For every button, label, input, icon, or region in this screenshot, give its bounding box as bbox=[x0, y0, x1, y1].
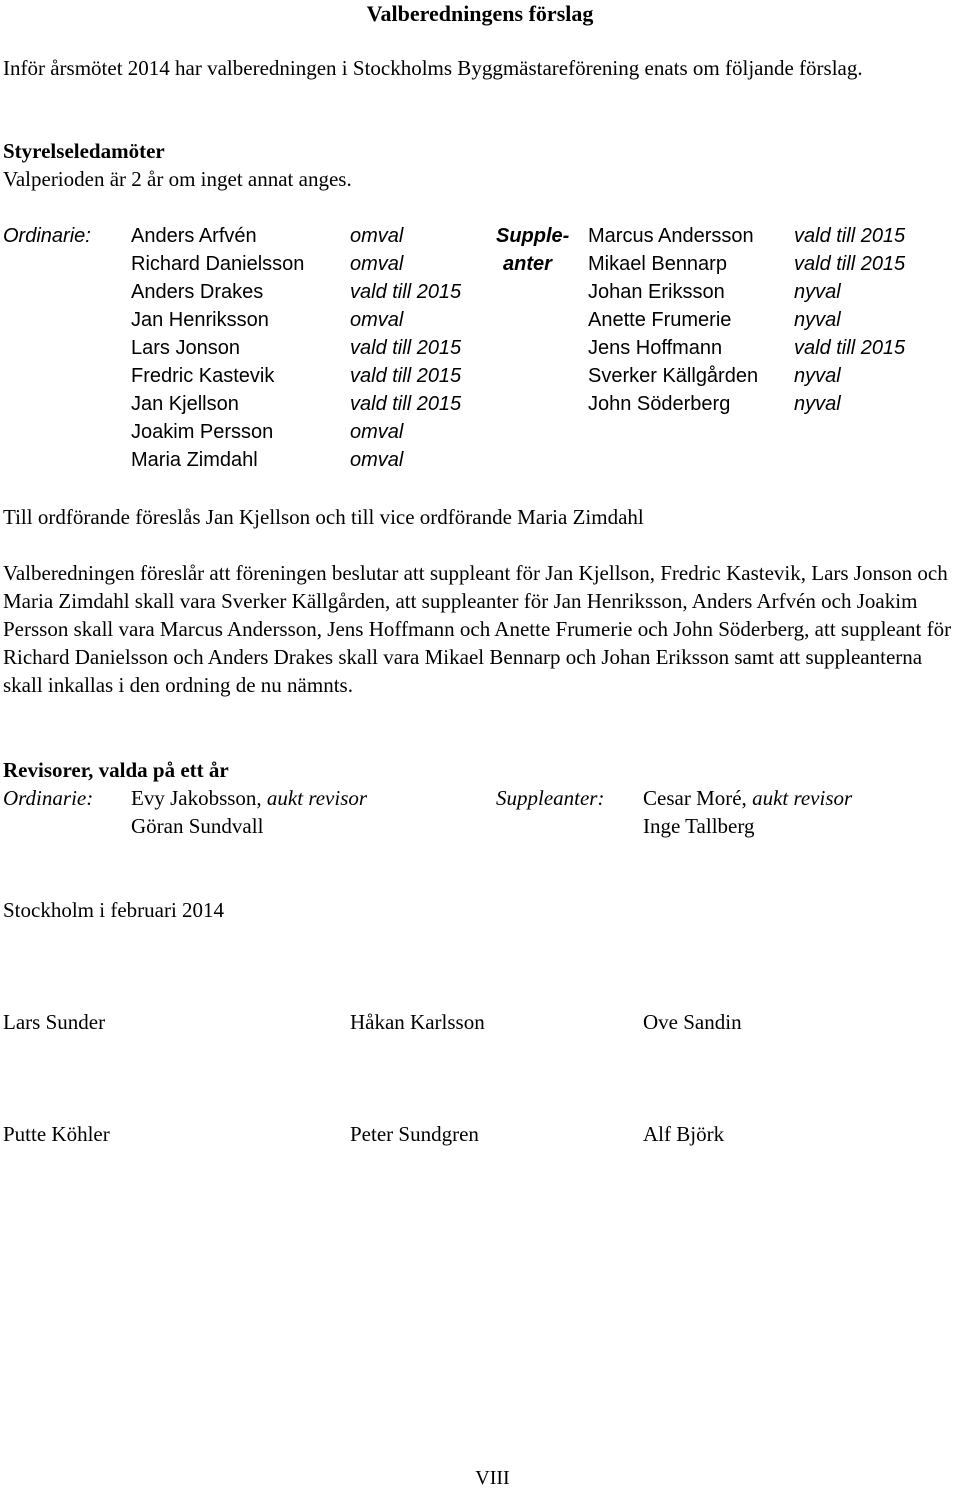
auditor-deputy-2: Inge Tallberg bbox=[643, 814, 755, 838]
deputy-label-line2: anter bbox=[503, 253, 552, 275]
deputy-member-name: Sverker Källgården bbox=[588, 365, 759, 387]
deputy-member-status: nyval bbox=[794, 309, 841, 331]
auditor-name: Evy Jakobsson, bbox=[131, 786, 262, 810]
auditor-role: aukt revisor bbox=[752, 786, 853, 810]
ordinary-member-name: Jan Kjellson bbox=[131, 393, 239, 415]
auditors-deputy-label: Suppleanter: bbox=[496, 786, 605, 810]
page-title: Valberedningens förslag bbox=[366, 1, 594, 26]
proposal-paragraph: Valberedningen föreslår att föreningen beslutar att suppleant för Jan Kjellson, Fredric Kastevik, Lars Jonson och Maria Zimdahl skall vara Sverker Källgården, att suppleanter för Jan Henriksson, Anders Arfvén och Joakim Persson skall vara Marcus Andersson, Jens Hoffmann och Anette Frumerie och John Söderberg, att suppleant för Richard Danielsson och Anders Drakes skall vara Mikael Bennarp och Johan Eriksson samt att suppleanterna skall inkallas i den ordning de nu nämnts. bbox=[3, 561, 952, 697]
signature-name: Peter Sundgren bbox=[350, 1122, 479, 1146]
deputy-member-status: nyval bbox=[794, 281, 841, 303]
deputy-member-name: Mikael Bennarp bbox=[588, 253, 727, 275]
auditor-name: Cesar Moré, bbox=[643, 786, 747, 810]
ordinary-member-status: vald till 2015 bbox=[350, 281, 462, 303]
ordinary-member-status: omval bbox=[350, 449, 404, 471]
ordinary-member-status: omval bbox=[350, 225, 404, 247]
auditor-role: aukt revisor bbox=[266, 786, 368, 810]
ordinary-member-name: Anders Arfvén bbox=[131, 225, 257, 247]
signature-name: Lars Sunder bbox=[3, 1010, 106, 1034]
deputy-member-name: Jens Hoffmann bbox=[588, 337, 723, 359]
deputy-label-line1: Supple- bbox=[496, 225, 570, 247]
deputy-member-name: Marcus Andersson bbox=[588, 225, 754, 247]
auditor-ordinary-1 bbox=[131, 784, 367, 812]
ordinary-label: Ordinarie: bbox=[3, 225, 91, 247]
signature-name: Håkan Karlsson bbox=[350, 1010, 485, 1034]
chair-proposal-text: Till ordförande föreslås Jan Kjellson och till vice ordförande Maria Zimdahl bbox=[3, 505, 644, 529]
ordinary-member-name: Maria Zimdahl bbox=[131, 449, 258, 471]
ordinary-member-status: omval bbox=[350, 253, 404, 275]
ordinary-member-status: vald till 2015 bbox=[350, 365, 462, 387]
ordinary-member-status: vald till 2015 bbox=[350, 337, 462, 359]
ordinary-member-name: Lars Jonson bbox=[131, 337, 240, 359]
signature-name: Alf Björk bbox=[643, 1122, 725, 1146]
signature-name: Putte Köhler bbox=[3, 1122, 110, 1146]
ordinary-member-name: Richard Danielsson bbox=[131, 253, 305, 275]
deputy-member-name: Anette Frumerie bbox=[588, 309, 732, 331]
intro-paragraph: Inför årsmötet 2014 har valberedningen i Stockholms Byggmästareförening enats om följande förslag. bbox=[3, 56, 863, 80]
deputy-member-status: nyval bbox=[794, 393, 841, 415]
page-number: VIII bbox=[475, 1467, 510, 1489]
deputy-member-status: nyval bbox=[794, 365, 841, 387]
ordinary-member-name: Joakim Persson bbox=[131, 421, 274, 443]
place-date: Stockholm i februari 2014 bbox=[3, 898, 225, 922]
deputy-member-status: vald till 2015 bbox=[794, 337, 906, 359]
ordinary-member-name: Fredric Kastevik bbox=[131, 365, 275, 387]
deputy-member-status: vald till 2015 bbox=[794, 253, 906, 275]
ordinary-member-name: Anders Drakes bbox=[131, 281, 264, 303]
auditor-deputy-1 bbox=[643, 784, 852, 812]
signature-name: Ove Sandin bbox=[643, 1010, 742, 1034]
auditor-ordinary-2: Göran Sundvall bbox=[131, 814, 264, 838]
deputy-member-name: John Söderberg bbox=[588, 393, 731, 415]
ordinary-member-name: Jan Henriksson bbox=[131, 309, 269, 331]
deputy-member-status: vald till 2015 bbox=[794, 225, 906, 247]
board-period-text: Valperioden är 2 år om inget annat anges. bbox=[3, 167, 352, 191]
deputy-member-name: Johan Eriksson bbox=[588, 281, 725, 303]
auditors-ordinary-label: Ordinarie: bbox=[3, 786, 94, 810]
ordinary-member-status: omval bbox=[350, 421, 404, 443]
board-heading: Styrelseledamöter bbox=[3, 139, 165, 163]
auditors-heading: Revisorer, valda på ett år bbox=[3, 758, 229, 782]
ordinary-member-status: vald till 2015 bbox=[350, 393, 462, 415]
ordinary-member-status: omval bbox=[350, 309, 404, 331]
